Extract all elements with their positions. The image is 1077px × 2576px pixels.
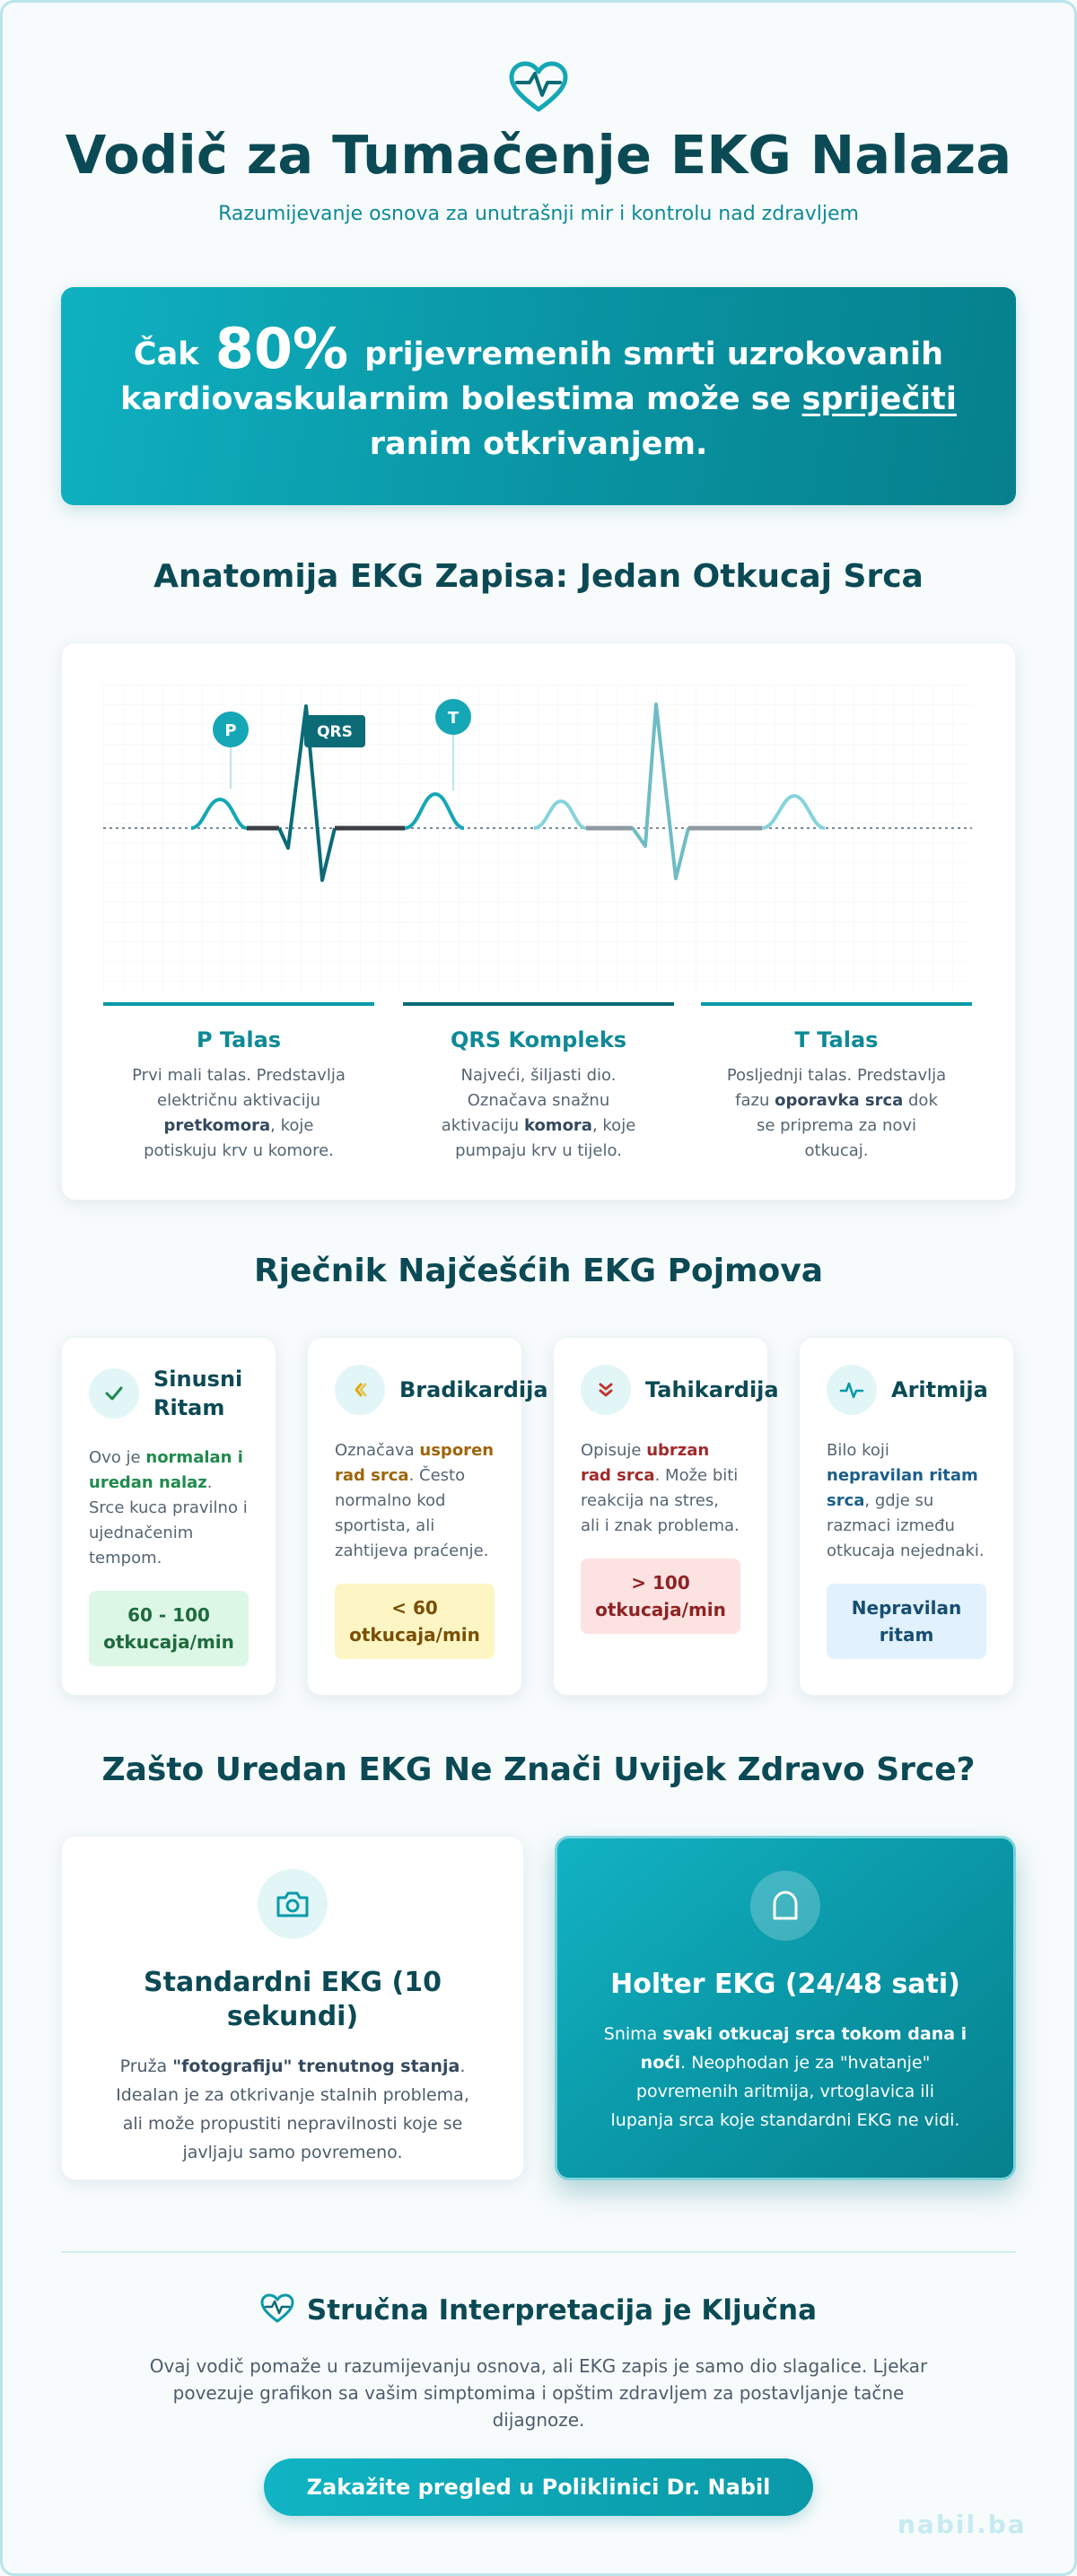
t-marker-label: T [447, 709, 460, 728]
term-desc: Bilo koji nepravilan ritam srca, gdje su razmaci između otkucaja nejednaki. [827, 1441, 985, 1560]
wave-p-desc: Prvi mali talas. Predstavlja električnu aktivaciju pretkomora, koje potiskuju krv u komore. [132, 1066, 346, 1160]
camera-icon [258, 1869, 328, 1939]
wave-qrs-bar [403, 1002, 674, 1006]
hero-text-b: ranim otkrivanjem. [369, 425, 708, 462]
heart-pulse-icon [508, 61, 569, 113]
wave-qrs [403, 1002, 674, 1164]
term-desc: Opisuje ubrzan rad srca. Može biti reakcija na stres, ali i znak problema. [581, 1441, 740, 1535]
term-badge: 60 - 100 otkucaja/min [89, 1591, 249, 1666]
term-badge: < 60 otkucaja/min [335, 1584, 495, 1659]
holter-ekg-card [555, 1836, 1016, 2180]
ecg-anatomy-card [61, 642, 1016, 1201]
hero-text-a: prijevremenih smrti uzrokovanih kardiovaskularnim bolestima može se [120, 336, 944, 417]
term-name: Tahikardija [645, 1377, 779, 1402]
hero-emphasis: spriječiti [801, 380, 957, 417]
holter-device-icon [750, 1871, 820, 1941]
hero-percent: 80% [215, 315, 349, 381]
standard-ekg-desc: Pruža "fotografiju" trenutnog stanja. Idealan je za otkrivanje stalnih problema, ali može propustiti nepravilnosti koje se javljaju samo povremeno. [116, 2056, 469, 2162]
standard-ekg-card [61, 1836, 524, 2180]
pulse-line-icon [827, 1365, 877, 1415]
hero-banner [61, 287, 1016, 505]
term-badge: Nepravilan ritam [827, 1584, 986, 1659]
heart-pulse-icon [260, 2293, 294, 2327]
wave-p-title: P Talas [196, 1027, 282, 1052]
term-name: Aritmija [891, 1377, 988, 1402]
wave-t [701, 1002, 972, 1164]
wave-p-bar [103, 1002, 374, 1006]
slow-chevrons-icon [335, 1365, 385, 1415]
holter-ekg-title: Holter EKG (24/48 sati) [610, 1969, 960, 2000]
comparison-title: Zašto Uredan EKG Ne Znači Uvijek Zdravo Srce? [101, 1751, 976, 1788]
wave-t-title: T Talas [794, 1027, 879, 1052]
footer-text: Ovaj vodič pomaže u razumijevanju osnova, ali EKG zapis je samo dio slagalice. Ljekar povezuje grafikon sa vašim simptomima i opštim zdravljem za postavljanje tačne dijagnoze. [149, 2355, 928, 2431]
term-card-brady [307, 1337, 548, 1696]
footer-title: Stručna Interpretacija je Ključna [306, 2294, 818, 2327]
book-appointment-button[interactable]: Zakažite pregled u Poliklinici Dr. Nabil [264, 2458, 813, 2516]
wave-qrs-title: QRS Kompleks [450, 1027, 627, 1052]
hero-statement [115, 315, 962, 467]
brand-watermark: nabil.ba [898, 2510, 1027, 2539]
wave-t-desc: Posljednji talas. Predstavlja fazu oporavka srca dok se priprema za novi otkucaj. [726, 1066, 947, 1160]
qrs-marker-label: QRS [317, 723, 353, 741]
term-card-tachy [553, 1337, 779, 1696]
term-badge: > 100 otkucaja/min [581, 1559, 740, 1634]
term-desc: Ovo je normalan i uredan nalaz. Srce kuca pravilno i ujednačenim tempom. [89, 1448, 248, 1567]
footer-divider [61, 2251, 1016, 2253]
check-icon [89, 1368, 139, 1419]
page-title: Vodič za Tumačenje EKG Nalaza [65, 124, 1012, 186]
page-subtitle: Razumijevanje osnova za unutrašnji mir i kontrolu nad zdravljem [218, 203, 859, 225]
term-card-sinus [61, 1337, 276, 1696]
term-name: Sinusni Ritam [153, 1367, 243, 1420]
term-desc: Označava usporen rad srca. Često normalno kod sportista, ali zahtijeva praćenje. [335, 1441, 495, 1560]
glossary-title: Rječnik Najčešćih EKG Pojmova [253, 1253, 824, 1289]
p-marker-label: P [224, 721, 237, 740]
wave-t-bar [701, 1002, 972, 1006]
term-card-arrhythmia [799, 1337, 1014, 1696]
fast-chevrons-icon [581, 1365, 631, 1415]
standard-ekg-title: Standardni EKG (10 sekundi) [144, 1967, 442, 2032]
term-name: Bradikardija [399, 1377, 548, 1402]
anatomy-title: Anatomija EKG Zapisa: Jedan Otkucaj Srca [153, 558, 924, 595]
wave-qrs-desc: Najveći, šiljasti dio. Označava snažnu aktivaciju komora, koje pumpaju krv u tijelo. [441, 1066, 636, 1160]
footer-heading [0, 2293, 1077, 2327]
hero-prefix: Čak [133, 336, 199, 372]
ecg-diagram [103, 685, 972, 993]
holter-ekg-desc: Snima svaki otkucaj srca tokom dana i noći. Neophodan je za "hvatanje" povremenih aritmija, vrtoglavica ili lupanja srca koje standardni EKG ne vidi. [603, 2024, 968, 2130]
wave-p [103, 1002, 374, 1164]
